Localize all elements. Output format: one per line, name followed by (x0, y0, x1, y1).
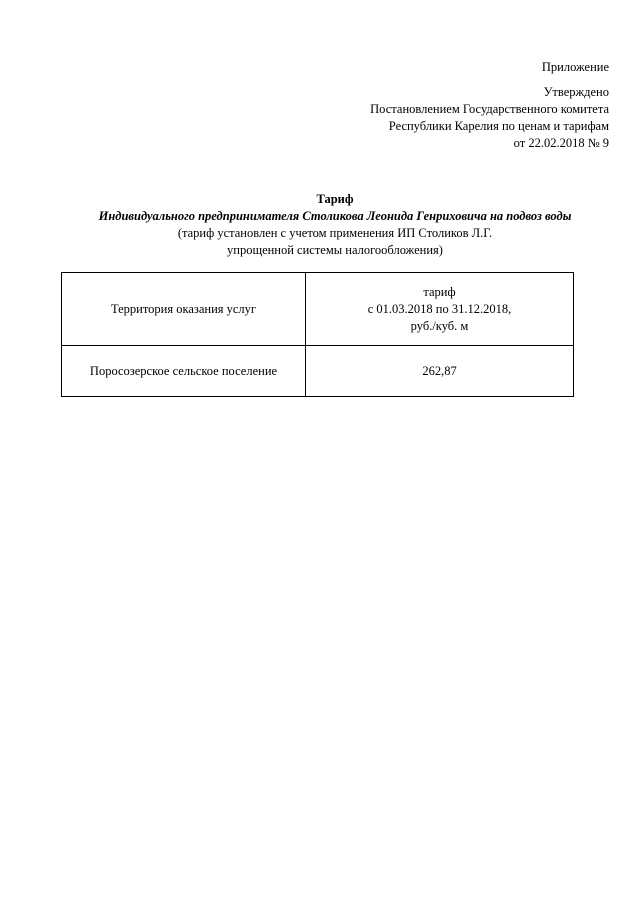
territory-cell: Поросозерское сельское поселение (62, 346, 306, 397)
tariff-table (61, 272, 574, 397)
committee-line: Республики Карелия по ценам и тарифам (388, 119, 609, 133)
document-heading: Тариф (316, 192, 354, 206)
table-row (62, 346, 574, 397)
tax-note-line-2: упрощенной системы налогообложения) (227, 243, 443, 257)
header-tariff-unit: руб./куб. м (410, 318, 469, 333)
header-tariff-cell (306, 273, 574, 346)
tax-note-line-1: (тариф установлен с учетом применения ИП Столиков Л.Г. (177, 226, 493, 240)
table-header-row (62, 273, 574, 346)
approved-label: Утверждено (543, 85, 609, 99)
header-territory-cell: Территория оказания услуг (62, 273, 306, 346)
document-subject: Индивидуального предпринимателя Столикова Леонида Генриховича на подвоз воды (98, 209, 572, 223)
approval-block (370, 59, 609, 152)
tariff-value-cell: 262,87 (306, 346, 574, 397)
header-tariff-period: с 01.03.2018 по 31.12.2018, (367, 301, 512, 316)
appendix-label: Приложение (541, 60, 609, 74)
document-title-block (40, 191, 630, 259)
resolution-date: от 22.02.2018 № 9 (513, 136, 609, 150)
resolution-line: Постановлением Государственного комитета (370, 102, 609, 116)
header-tariff-label: тариф (423, 284, 456, 299)
spacer (370, 76, 609, 84)
